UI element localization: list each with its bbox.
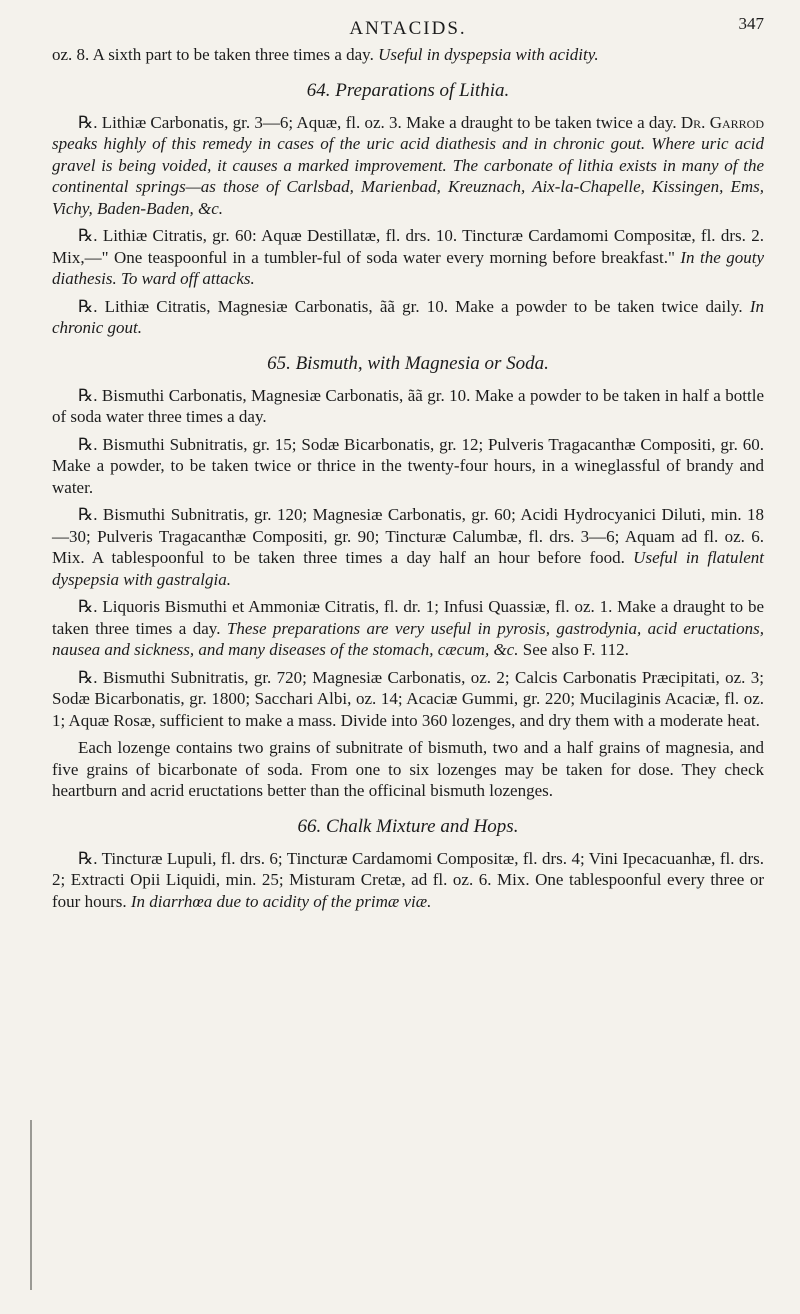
recipe-text: ℞. Tincturæ Lupuli, fl. drs. 6; Tincturæ Cardamomi Compositæ, fl. drs. 4; Vini Ipecacuanhæ, fl. drs. 2; Extracti Opii Liquidi, min. 25; Misturam Cretæ, ad fl. oz. 6. Mix. One tablespoonful every three or four hours. — [52, 848, 764, 911]
author-name: Dr. Garrod — [680, 112, 764, 132]
lozenge-description: Each lozenge contains two grains of subnitrate of bismuth, two and a half grains of magnesia, and five grains of bicarbonate of soda. From one to six lozenges may be taken for dose. They check heartburn and acrid eructations better than the officinal bismuth lozenges. — [52, 738, 764, 800]
recipe-note: In chronic gout. — [52, 296, 765, 337]
recipe-note: In the gouty diathesis. To ward off attacks. — [52, 247, 764, 288]
scan-gutter-line — [30, 1120, 32, 1290]
section-66-title: 66. Chalk Mixture and Hops. — [297, 815, 519, 837]
page-header — [52, 14, 764, 44]
section-65-title: 65. Bismuth, with Magnesia or Soda. — [267, 352, 549, 374]
section-64-title: 64. Preparations of Lithia. — [306, 79, 510, 101]
page-number: 347 — [738, 14, 764, 33]
recipe-note: Useful in flatulent dyspepsia with gastralgia. — [52, 548, 764, 589]
recipe-text: ℞. Lithiæ Carbonatis, gr. 3—6; Aquæ, fl. oz. 3. Make a draught to be taken twice a day. — [78, 112, 677, 132]
recipe-note: These preparations are very useful in pyrosis, gastrodynia, acid eructations, nausea and sickness, and many diseases of the stomach, cæcum, &c. — [52, 618, 765, 659]
book-page — [52, 14, 764, 918]
recipe-text: ℞. Bismuthi Subnitratis, gr. 120; Magnesiæ Carbonatis, gr. 60; Acidi Hydrocyanici Diluti, min. 18—30; Pulveris Tragacanthæ Compositi, gr. 90; Tincturæ Calumbæ, fl. drs. 3—6; Aquam ad fl. oz. 6. Mix. A tablespoonful to be taken three times a day half an hour before food. — [52, 505, 764, 567]
recipe-text: ℞. Lithiæ Citratis, gr. 60: Aquæ Destillatæ, fl. drs. 10. Tincturæ Cardamomi Compositæ, fl. drs. 2. Mix,—" One teaspoonful in a tumbler-ful of soda water every morning before breakfast." — [52, 226, 764, 267]
lithia-carbonate-recipe — [52, 112, 764, 220]
bismuth-carbonate-recipe: ℞. Bismuthi Carbonatis, Magnesiæ Carbonatis, ãã gr. 10. Make a powder to be taken in half a bottle of soda water three times a day. — [52, 385, 764, 426]
intro-paragraph — [52, 44, 764, 66]
lithia-magnesia-recipe — [52, 296, 764, 339]
running-head: ANTACIDS. — [349, 18, 467, 39]
bismuth-tragacanth-recipe — [52, 504, 764, 590]
cross-reference: See also F. 112. — [522, 640, 629, 659]
recipe-text: ℞. Lithiæ Citratis, Magnesiæ Carbonatis, ãã gr. 10. Make a powder to be taken twice daily. — [78, 296, 743, 316]
bismuth-ammonia-recipe — [52, 596, 764, 661]
bismuth-soda-recipe: ℞. Bismuthi Subnitratis, gr. 15; Sodæ Bicarbonatis, gr. 12; Pulveris Tragacanthæ Compositi, gr. 60. Make a powder, to be taken twice or thrice in the twenty-four hours, in a wineglassful of brandy and water. — [52, 434, 764, 497]
recipe-note: In diarrhœa due to acidity of the primæ viæ. — [130, 891, 432, 911]
recipe-note: speaks highly of this remedy in cases of the uric acid diathesis and in chronic gout. Where uric acid gravel is being voided, it causes a marked improvement. The carbonate of lithia exists in many of the continental springs—as those of Carlsbad, Marienbad, Kreuznach, Aix-la-Chapelle, Kissingen, Ems, Vichy, Baden-Baden, &c. — [52, 134, 764, 218]
intro-note: Useful in dyspepsia with acidity. — [378, 45, 599, 64]
bismuth-lozenge-recipe: ℞. Bismuthi Subnitratis, gr. 720; Magnesiæ Carbonatis, oz. 2; Calcis Carbonatis Præcipitati, oz. 3; Sodæ Bicarbonatis, gr. 1800; Sacchari Albi, oz. 14; Acaciæ Gummi, gr. 220; Mucilaginis Acaciæ, fl. oz. 1; Aquæ Rosæ, sufficient to make a mass. Divide into 360 lozenges, and dry them with a moderate heat. — [52, 667, 764, 730]
recipe-text: ℞. Liquoris Bismuthi et Ammoniæ Citratis, fl. dr. 1; Infusi Quassiæ, fl. oz. 1. Make a draught to be taken three times a day. — [52, 597, 764, 638]
lithia-citrate-recipe — [52, 225, 764, 290]
intro-text: oz. 8. A sixth part to be taken three times a day. — [52, 45, 374, 64]
chalk-mixture-recipe — [52, 848, 764, 913]
